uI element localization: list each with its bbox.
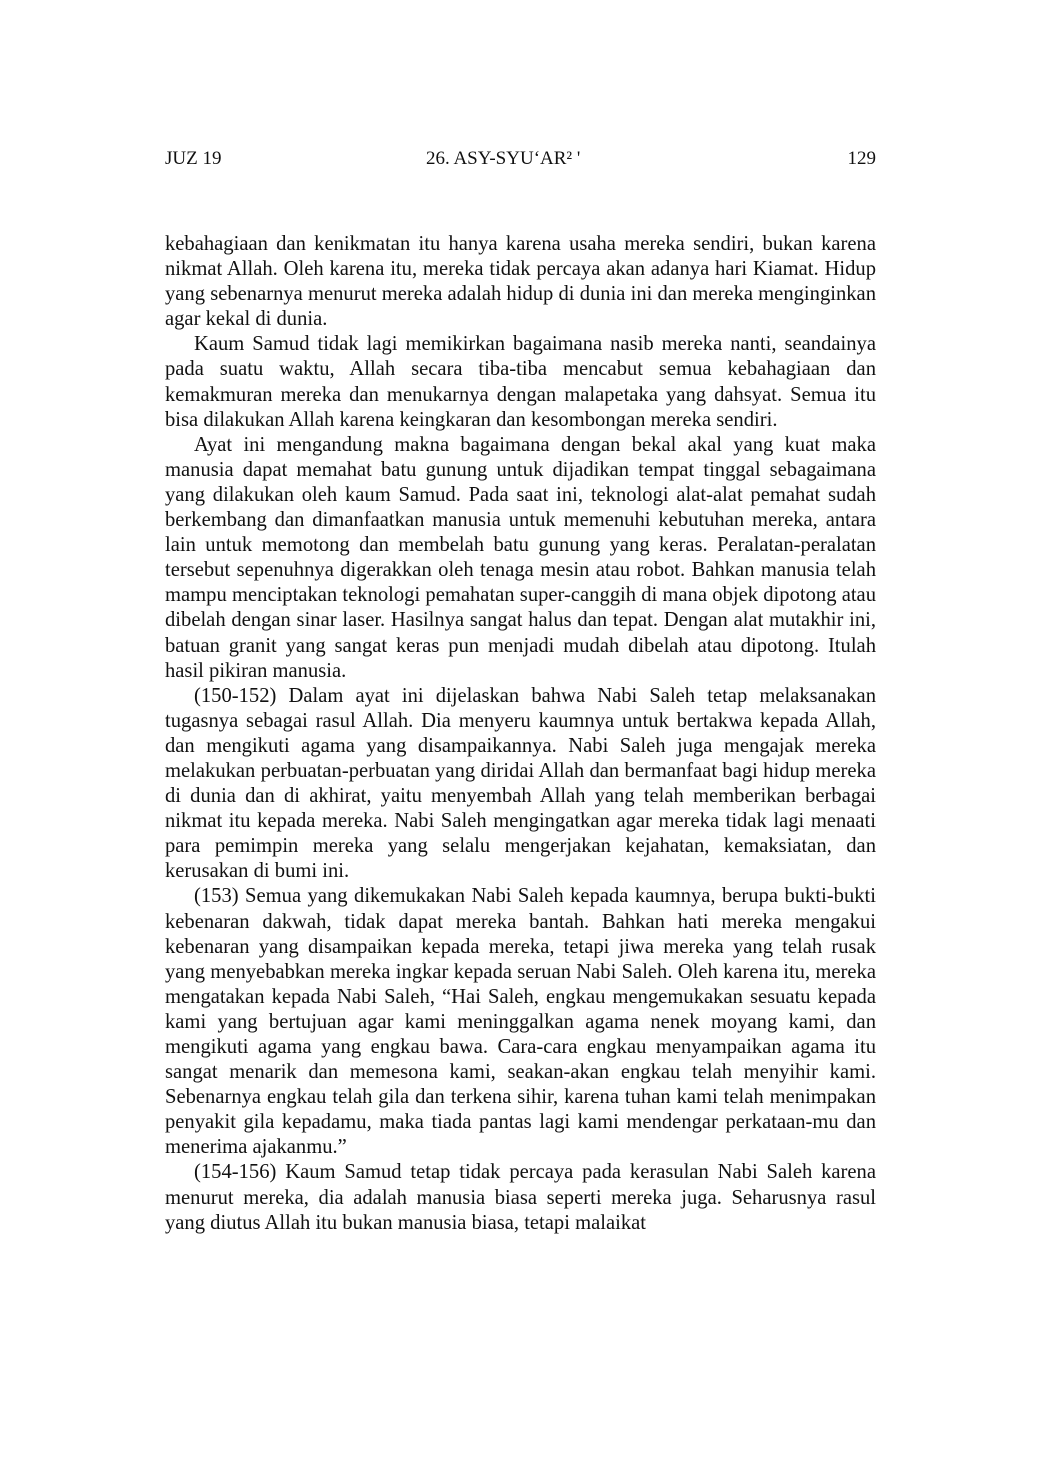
paragraph: (150-152) Dalam ayat ini dijelaskan bahwa Nabi Saleh tetap melaksanakan tugasnya sebagai rasul Allah. Dia menyeru kaumnya untuk bertakwa kepada Allah, dan mengikuti agama yang disampaikannya. Nabi Saleh juga mengajak mereka melakukan perbuatan-perbuatan yang diridai Allah dan bermanfaat bagi hidup mereka di dunia dan di akhirat, yaitu menyembah Allah yang telah memberikan berbagai nikmat itu kepada mereka. Nabi Saleh mengingatkan agar mereka tidak lagi menaati para pemimpin mereka yang selalu mengerjakan kejahatan, kemaksiatan, dan kerusakan di bumi ini. [165,684,876,883]
paragraph: Kaum Samud tidak lagi memikirkan bagaimana nasib mereka nanti, seandainya pada suatu waktu, Allah secara tiba-tiba mencabut semua kebahagiaan dan kemakmuran mereka dan menukarnya dengan malapetaka yang dahsyat. Semua itu bisa dilakukan Allah karena keingkaran dan kesombongan mereka sendiri. [165,333,876,431]
paragraph-continuation: kebahagiaan dan kenikmatan itu hanya karena usaha mereka sendiri, bukan karena nikmat Allah. Oleh karena itu, mereka tidak percaya akan adanya hari Kiamat. Hidup yang sebenarnya menurut mereka adalah hidup di dunia ini dan mereka menginginkan agar kekal di dunia. [165,233,876,331]
page-number: 129 [847,148,876,169]
paragraph: (154-156) Kaum Samud tetap tidak percaya pada kerasulan Nabi Saleh karena menurut mereka, dia adalah manusia biasa seperti mereka juga. Seharusnya rasul yang diutus Allah itu bukan manusia biasa, tetapi malaikat [165,1161,876,1234]
paragraph: Ayat ini mengandung makna bagaimana dengan bekal akal yang kuat maka manusia dapat memahat batu gunung untuk dijadikan tempat tinggal sebagaimana yang dilakukan oleh kaum Samud. Pada saat ini, teknologi alat-alat pemahat sudah berkembang dan dimanfaatkan manusia untuk memenuhi kebutuhan mereka, antara lain untuk memotong dan membelah batu gunung yang keras. Peralatan-peralatan tersebut sepenuhnya digerakkan oleh tenaga mesin atau robot. Bahkan manusia telah mampu menciptakan teknologi pemahatan super-canggih di mana objek dipotong atau dibelah dengan sinar laser. Hasilnya sangat halus dan tepat. Dengan alat mutakhir ini, batuan granit yang sangat keras pun menjadi mudah dibelah atau dipotong. Itulah hasil pikiran manusia. [165,433,876,682]
body-text [165,232,876,1236]
paragraph: (153) Semua yang dikemukakan Nabi Saleh kepada kaumnya, berupa bukti-bukti kebenaran dakwah, tidak dapat mereka bantah. Bahkan hati mereka mengakui kebenaran yang disampaikan kepada mereka, tetapi jiwa mereka yang telah rusak yang menyebabkan mereka ingkar kepada seruan Nabi Saleh. Oleh karena itu, mereka mengatakan kepada Nabi Saleh, “Hai Saleh, engkau mengemukakan sesuatu kepada kami yang bertujuan agar kami meninggalkan agama nenek moyang kami, dan mengikuti agama yang engkau bawa. Cara-cara engkau menyampaikan agama itu sangat menarik dan memesona kami, seakan-akan engkau telah menyihir kami. Sebenarnya engkau telah gila dan terkena sihir, karena tuhan kami telah menimpakan penyakit gila kepadamu, maka tiada pantas lagi kami mendengar perkataan-mu dan menerima ajakanmu.” [165,885,876,1159]
juz-label: JUZ 19 [165,148,222,169]
surah-title: 26. ASY-SYU‘AR² ' [426,148,581,169]
running-header [165,146,876,172]
